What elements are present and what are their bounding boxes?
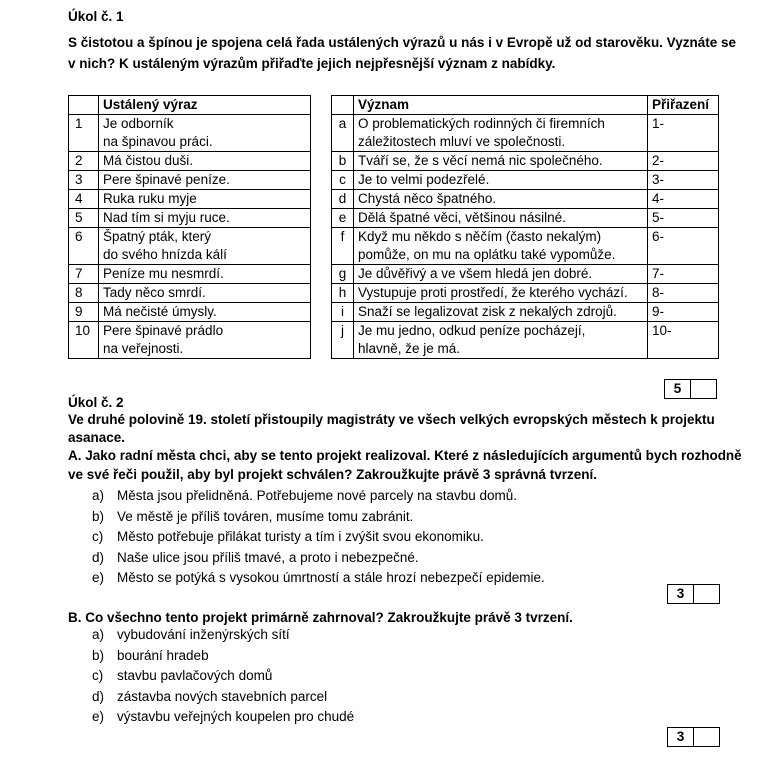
phrase-cell	[99, 152, 311, 171]
option-label: d)	[92, 688, 105, 704]
assign-cell[interactable]: 4-	[648, 190, 719, 209]
assign-cell[interactable]: 6-	[648, 228, 719, 265]
option-label: b)	[92, 647, 105, 663]
cell-line: Špatný pták, který	[103, 229, 212, 244]
option-item[interactable]	[92, 689, 327, 704]
phrase-cell	[99, 265, 311, 284]
cell-line: Peníze mu nesmrdí.	[103, 266, 224, 281]
phrase-cell	[99, 322, 311, 359]
phrase-cell	[99, 228, 311, 265]
phrase-cell	[99, 115, 311, 152]
meaning-letter: d	[332, 190, 354, 209]
option-item[interactable]	[92, 529, 484, 544]
task1-intro-line1: S čistotou a špínou je spojena celá řada ustálených výrazů u nás i v Evropě už od starověku. Vyznáte se	[68, 35, 736, 50]
meaning-cell	[354, 265, 648, 284]
option-text: Město potřebuje přilákat turisty a tím i zvýšit svou ekonomiku.	[117, 529, 484, 544]
partB-points: 3	[668, 728, 694, 746]
table-row	[69, 171, 719, 190]
row-number: 7	[69, 265, 99, 284]
cell-line: Vystupuje proti prostředí, že kterého vychází.	[358, 285, 628, 300]
meaning-letter: f	[332, 228, 354, 265]
cell-line: Dělá špatné věci, většinou násilné.	[358, 210, 566, 225]
cell-line: do svého hnízda kálí	[103, 247, 227, 262]
cell-line: Má nečisté úmysly.	[103, 304, 217, 319]
option-label: b)	[92, 508, 105, 524]
cell-line: Nad tím si myju ruce.	[103, 210, 230, 225]
meaning-letter: b	[332, 152, 354, 171]
option-label: c)	[92, 529, 104, 544]
option-text: Ve městě je příliš továren, musíme tomu zabránit.	[117, 508, 414, 524]
cell-line: O problematických rodinných či firemních	[358, 116, 605, 131]
phrase-cell	[99, 171, 311, 190]
task1-points: 5	[665, 380, 691, 398]
option-text: Města jsou přelidněná. Potřebujeme nové parcely na stavbu domů.	[117, 488, 517, 503]
meaning-letter: h	[332, 284, 354, 303]
cell-line: Pere špinavé peníze.	[103, 172, 230, 187]
assign-cell[interactable]: 9-	[648, 303, 719, 322]
option-item[interactable]	[92, 627, 290, 642]
option-label: c)	[92, 668, 104, 683]
table-row	[69, 265, 719, 284]
row-number: 4	[69, 190, 99, 209]
option-item[interactable]	[92, 709, 354, 724]
option-text: Město se potýká s vysokou úmrtností a stále hrozí nebezpečí epidemie.	[117, 570, 545, 585]
meaning-cell	[354, 284, 648, 303]
partB-question: B. Co všechno tento projekt primárně zahrnoval? Zakroužkujte právě 3 tvrzení.	[68, 610, 573, 625]
cell-line: Ruka ruku myje	[103, 191, 197, 206]
meaning-cell	[354, 152, 648, 171]
meaning-cell	[354, 303, 648, 322]
assign-cell[interactable]: 3-	[648, 171, 719, 190]
meaning-letter: a	[332, 115, 354, 152]
cell-line: Tady něco smrdí.	[103, 285, 206, 300]
table-row	[69, 322, 719, 359]
col-header-meaning: Význam	[354, 96, 648, 115]
matching-table	[68, 95, 719, 359]
option-item[interactable]	[92, 509, 413, 524]
task1-score-box	[664, 379, 717, 399]
col-header-assign: Přiřazení	[648, 96, 719, 115]
assign-cell[interactable]: 7-	[648, 265, 719, 284]
assign-cell[interactable]: 1-	[648, 115, 719, 152]
meaning-cell	[354, 115, 648, 152]
cell-line: Má čistou duši.	[103, 153, 194, 168]
meaning-letter: i	[332, 303, 354, 322]
task2-intro-line2: asanace.	[68, 430, 126, 445]
option-text: výstavbu veřejných koupelen pro chudé	[117, 709, 355, 724]
row-number: 5	[69, 209, 99, 228]
partA-question-line2: ve své řeči použil, aby byl projekt schválen? Zakroužkujte právě 3 správná tvrzení.	[68, 467, 597, 482]
cell-line: na veřejnosti.	[103, 341, 184, 356]
task1-score-blank[interactable]	[691, 380, 716, 398]
meaning-letter: c	[332, 171, 354, 190]
phrase-cell	[99, 190, 311, 209]
task1-intro-line2: v nich? K ustáleným výrazům přiřaďte jejich nejpřesnější význam z nabídky.	[68, 56, 556, 71]
table-row	[69, 190, 719, 209]
row-number: 10	[69, 322, 99, 359]
meaning-cell	[354, 228, 648, 265]
table-row	[69, 209, 719, 228]
partA-question-line1: A. Jako radní města chci, aby se tento projekt realizoval. Které z následujících argumentů bych rozhodně	[68, 448, 742, 463]
cell-line: záležitostech mluví ve společnosti.	[358, 134, 566, 149]
cell-line: na špinavou práci.	[103, 134, 213, 149]
meaning-cell	[354, 322, 648, 359]
partA-score-box	[667, 584, 720, 604]
partB-score-blank[interactable]	[694, 728, 719, 746]
option-text: vybudování inženýrských sítí	[117, 627, 290, 642]
row-number: 2	[69, 152, 99, 171]
row-number: 9	[69, 303, 99, 322]
meaning-letter: e	[332, 209, 354, 228]
partA-points: 3	[668, 585, 694, 603]
option-label: a)	[92, 627, 105, 642]
cell-line: Snaží se legalizovat zisk z nekalých zdrojů.	[358, 304, 617, 319]
meaning-cell	[354, 209, 648, 228]
meaning-letter: j	[332, 322, 354, 359]
table-header-row	[69, 96, 719, 115]
option-item[interactable]	[92, 488, 517, 503]
meaning-letter: g	[332, 265, 354, 284]
assign-cell[interactable]: 10-	[648, 322, 719, 359]
cell-line: Pere špinavé prádlo	[103, 323, 224, 338]
option-text: zástavba nových stavebních parcel	[117, 688, 328, 704]
partB-score-box	[667, 727, 720, 747]
partA-score-blank[interactable]	[694, 585, 719, 603]
option-item[interactable]	[92, 668, 272, 683]
task2-heading: Úkol č. 2	[68, 395, 124, 410]
row-number: 8	[69, 284, 99, 303]
row-number: 1	[69, 115, 99, 152]
cell-line: Je to velmi podezřelé.	[358, 172, 490, 187]
cell-line: pomůže, on mu na oplátku také vypomůže.	[358, 247, 616, 262]
cell-line: Chystá něco špatného.	[358, 191, 497, 206]
phrase-cell	[99, 209, 311, 228]
option-label: e)	[92, 570, 105, 585]
cell-line: Tváří se, že s věcí nemá nic společného.	[358, 153, 603, 168]
table-row	[69, 284, 719, 303]
table-row	[69, 303, 719, 322]
table-row	[69, 115, 719, 152]
option-label: a)	[92, 488, 105, 503]
option-text: bourání hradeb	[117, 647, 209, 663]
phrase-cell	[99, 303, 311, 322]
option-item[interactable]	[92, 570, 545, 585]
option-text: stavbu pavlačových domů	[117, 668, 273, 683]
table-row	[69, 152, 719, 171]
option-item[interactable]	[92, 550, 419, 565]
option-text: Naše ulice jsou příliš tmavé, a proto i nebezpečné.	[117, 549, 419, 565]
option-label: e)	[92, 709, 105, 724]
phrase-cell	[99, 284, 311, 303]
cell-line: Je mu jedno, odkud peníze pocházejí,	[358, 323, 586, 338]
meaning-cell	[354, 171, 648, 190]
cell-line: hlavně, že je má.	[358, 341, 461, 356]
option-label: d)	[92, 549, 105, 565]
option-item[interactable]	[92, 648, 209, 663]
cell-line: Je důvěřivý a ve všem hledá jen dobré.	[358, 266, 593, 281]
cell-line: Je odborník	[103, 116, 174, 131]
table-row	[69, 228, 719, 265]
task1-heading: Úkol č. 1	[68, 9, 124, 24]
row-number: 3	[69, 171, 99, 190]
assign-cell[interactable]: 5-	[648, 209, 719, 228]
assign-cell[interactable]: 2-	[648, 152, 719, 171]
assign-cell[interactable]: 8-	[648, 284, 719, 303]
cell-line: Když mu někdo s něčím (často nekalým)	[358, 229, 602, 244]
meaning-cell	[354, 190, 648, 209]
row-number: 6	[69, 228, 99, 265]
col-header-phrase: Ustálený výraz	[99, 96, 311, 115]
task2-intro-line1: Ve druhé polovině 19. století přistoupily magistráty ve všech velkých evropských městech k projektu	[68, 412, 715, 427]
